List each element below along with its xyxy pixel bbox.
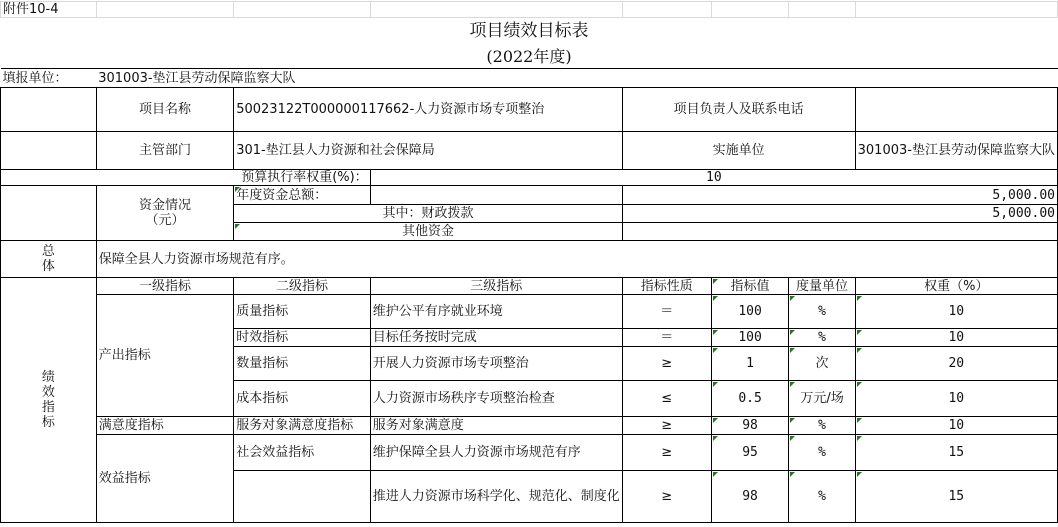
performance-label-char: 标 xyxy=(41,415,55,430)
value-cell[interactable]: 0.5 xyxy=(711,381,789,417)
weight-cell[interactable]: 15 xyxy=(855,471,1057,523)
performance-indicator-label[interactable] xyxy=(1,278,97,523)
nature-cell[interactable]: ＝ xyxy=(622,295,711,329)
contact-label[interactable]: 项目负责人及联系电话 xyxy=(622,88,855,132)
value-cell[interactable]: 95 xyxy=(711,435,789,471)
empty-cell[interactable] xyxy=(711,2,789,18)
nature-cell[interactable]: ≥ xyxy=(622,347,711,381)
header-level1[interactable]: 一级指标 xyxy=(96,278,233,295)
level3-cell[interactable]: 开展人力资源市场专项整治 xyxy=(370,347,622,381)
fund-other-value[interactable] xyxy=(622,223,1057,241)
nature-cell[interactable]: ≤ xyxy=(622,381,711,417)
empty-cell[interactable] xyxy=(1,132,97,170)
reporting-unit-value[interactable]: 301003-垫江县劳动保障监察大队 xyxy=(96,69,1057,88)
value-cell[interactable]: 98 xyxy=(711,417,789,435)
fund-fiscal-value[interactable]: 5,000.00 xyxy=(622,205,1057,223)
group-output[interactable]: 产出指标 xyxy=(96,295,233,417)
nature-cell[interactable]: ≥ xyxy=(622,471,711,523)
nature-cell[interactable]: ≥ xyxy=(622,435,711,471)
overall-goal-char: 总 xyxy=(41,244,55,259)
table-title[interactable]: 项目绩效目标表 xyxy=(469,20,589,41)
weight-cell[interactable]: 20 xyxy=(855,347,1057,381)
level2-cell[interactable]: 质量指标 xyxy=(234,295,370,329)
empty-cell[interactable] xyxy=(855,2,1057,18)
performance-label-char: 指 xyxy=(41,400,55,415)
performance-label-char: 绩 xyxy=(41,370,55,385)
funds-label-line1: 资金情况 xyxy=(138,198,191,213)
funds-label-line2: （元） xyxy=(145,213,185,228)
value-cell[interactable]: 100 xyxy=(711,295,789,329)
unit-cell[interactable]: % xyxy=(789,471,855,523)
level2-cell[interactable]: 服务对象满意度指标 xyxy=(234,417,370,435)
funds-label[interactable] xyxy=(96,186,233,241)
level3-cell[interactable]: 人力资源市场秩序专项整治检查 xyxy=(370,381,622,417)
header-weight[interactable]: 权重（%） xyxy=(855,278,1057,295)
group-satisfaction[interactable]: 满意度指标 xyxy=(96,417,233,435)
project-name-value[interactable]: 50023122T000000117662-人力资源市场专项整治 xyxy=(234,88,622,132)
empty-cell[interactable] xyxy=(370,2,622,18)
table-year[interactable]: (2022年度) xyxy=(486,46,572,66)
implementing-unit-value[interactable]: 301003-垫江县劳动保障监察大队 xyxy=(855,132,1057,170)
value-cell[interactable]: 1 xyxy=(711,347,789,381)
empty-cell[interactable] xyxy=(789,2,855,18)
fund-other-label[interactable]: 其他资金 xyxy=(234,223,622,241)
empty-cell[interactable] xyxy=(234,2,370,18)
level2-cell[interactable]: 社会效益指标 xyxy=(234,435,370,471)
empty-cell[interactable] xyxy=(622,2,711,18)
empty-cell[interactable] xyxy=(96,2,233,18)
overall-goal-char: 体 xyxy=(41,259,55,274)
fund-total-label[interactable]: 年度资金总额： xyxy=(234,186,370,205)
empty-cell[interactable] xyxy=(1,88,97,132)
fund-total-value[interactable]: 5,000.00 xyxy=(622,186,1057,205)
budget-weight-value[interactable]: 10 xyxy=(370,170,1057,186)
weight-cell[interactable]: 10 xyxy=(855,381,1057,417)
reporting-unit-label[interactable]: 填报单位： xyxy=(1,69,97,88)
weight-cell[interactable]: 15 xyxy=(855,435,1057,471)
level3-cell[interactable]: 目标任务按时完成 xyxy=(370,329,622,347)
weight-cell[interactable]: 10 xyxy=(855,329,1057,347)
value-cell[interactable]: 98 xyxy=(711,471,789,523)
level2-cell[interactable]: 成本指标 xyxy=(234,381,370,417)
nature-cell[interactable]: ≥ xyxy=(622,417,711,435)
attachment-label[interactable]: 附件10-4 xyxy=(1,2,97,18)
level3-cell[interactable]: 服务对象满意度 xyxy=(370,417,622,435)
unit-cell[interactable]: 次 xyxy=(789,347,855,381)
unit-cell[interactable]: % xyxy=(789,417,855,435)
fund-fiscal-label[interactable]: 其中：财政拨款 xyxy=(234,205,622,223)
project-name-label[interactable]: 项目名称 xyxy=(96,88,233,132)
unit-cell[interactable]: % xyxy=(789,435,855,471)
budget-weight-label[interactable]: 预算执行率权重(%)： xyxy=(1,170,371,186)
empty-cell[interactable] xyxy=(1,186,97,241)
unit-cell[interactable]: % xyxy=(789,329,855,347)
header-level3[interactable]: 三级指标 xyxy=(370,278,622,295)
header-level2[interactable]: 二级指标 xyxy=(234,278,370,295)
department-value[interactable]: 301-垫江县人力资源和社会保障局 xyxy=(234,132,622,170)
unit-cell[interactable]: 万元/场 xyxy=(789,381,855,417)
weight-cell[interactable]: 10 xyxy=(855,295,1057,329)
performance-label-char: 效 xyxy=(41,385,55,400)
level3-cell[interactable]: 维护公平有序就业环境 xyxy=(370,295,622,329)
level2-cell[interactable]: 时效指标 xyxy=(234,329,370,347)
department-label[interactable]: 主管部门 xyxy=(96,132,233,170)
empty-cell[interactable] xyxy=(370,186,622,205)
nature-cell[interactable]: ＝ xyxy=(622,329,711,347)
contact-value[interactable] xyxy=(855,88,1057,132)
header-value[interactable]: 指标值 xyxy=(711,278,789,295)
overall-goal-text[interactable]: 保障全县人力资源市场规范有序。 xyxy=(96,241,1057,278)
level2-cell[interactable] xyxy=(234,471,370,523)
header-nature[interactable]: 指标性质 xyxy=(622,278,711,295)
value-cell[interactable]: 100 xyxy=(711,329,789,347)
performance-target-table xyxy=(0,1,1058,523)
weight-cell[interactable]: 10 xyxy=(855,417,1057,435)
header-unit[interactable]: 度量单位 xyxy=(789,278,855,295)
level3-cell[interactable]: 维护保障全县人力资源市场规范有序 xyxy=(370,435,622,471)
level2-cell[interactable]: 数量指标 xyxy=(234,347,370,381)
level3-cell[interactable]: 推进人力资源市场科学化、规范化、制度化 xyxy=(370,471,622,523)
implementing-unit-label[interactable]: 实施单位 xyxy=(622,132,855,170)
group-benefit[interactable]: 效益指标 xyxy=(96,435,233,523)
unit-cell[interactable]: % xyxy=(789,295,855,329)
overall-goal-label[interactable] xyxy=(1,241,97,278)
